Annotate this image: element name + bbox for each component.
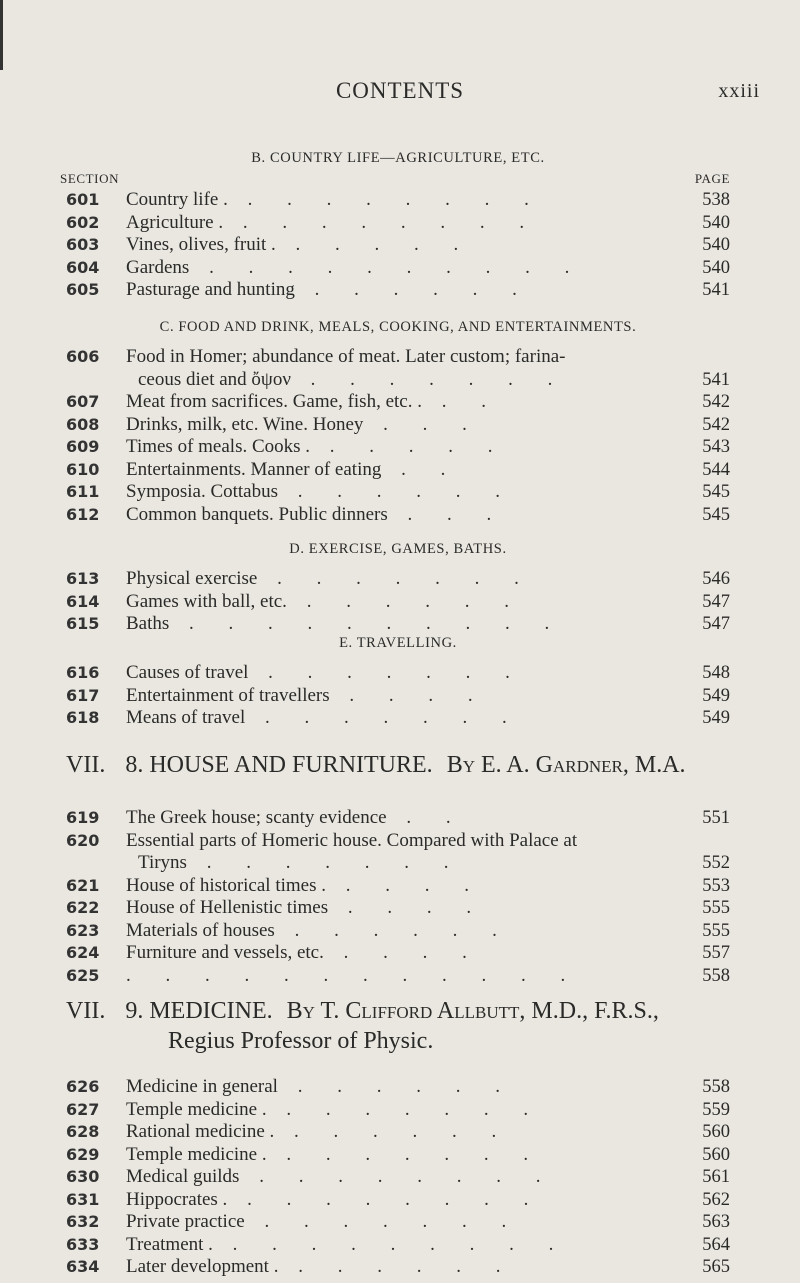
entry-title-text: House of historical times . [126,874,326,896]
dot-leader: . . . [363,413,482,435]
column-labels [60,169,730,189]
entry-title [126,459,684,482]
page-ref: 563 [702,1212,730,1232]
section-number: 632 [66,1212,100,1231]
toc-entry[interactable] [66,234,730,257]
page-ref: 553 [702,875,730,896]
entry-title-text: Games with ball, etc. [126,590,287,612]
toc-entry[interactable] [66,279,730,302]
section-c [66,316,730,526]
entry-title [126,279,684,302]
toc-entry[interactable] [66,1144,730,1167]
toc-entry[interactable] [66,662,730,685]
dot-leader: . . . . . . . [245,707,522,728]
toc-entry[interactable] [66,459,730,482]
section-number: 626 [66,1077,100,1096]
dot-leader: . . . . . . [277,1076,515,1097]
toc-entry[interactable] [66,1256,730,1279]
dot-leader: . . . . [326,874,484,896]
toc-entry[interactable] [66,568,730,591]
entry-title [126,920,684,943]
page-ref: 541 [702,280,730,300]
entry-title-text: Treatment . [126,1233,213,1255]
page-ref: 545 [702,482,730,502]
dot-leader: . . . . . . . . . . . . [126,964,581,986]
section-number: 634 [66,1257,100,1276]
dot-leader: . . . . . . [294,279,532,300]
chapter-title: 8. HOUSE AND FURNITURE. [125,752,433,778]
entry-title [126,1076,684,1099]
dot-leader: . . . . . . [274,1121,512,1142]
entry-title-text: Drinks, milk, etc. Wine. Honey [126,413,364,435]
page-ref: 542 [702,414,730,435]
dot-leader: . . . . . . . [248,662,525,683]
toc-entry[interactable] [66,875,730,898]
page-ref: 564 [702,1234,730,1255]
dot-leader: . . . . . [310,436,508,457]
page-ref: 562 [702,1189,730,1210]
entry-title [126,807,684,830]
page-title: CONTENTS [335,78,465,103]
toc-entry[interactable] [66,1099,730,1122]
chapter-heading [66,996,746,1056]
dot-leader: . . . . . . . . [227,189,544,210]
toc-entry[interactable] [66,1076,730,1099]
page-ref: 560 [702,1122,730,1142]
toc-entry[interactable] [66,1234,730,1257]
section-number: 621 [66,875,100,895]
page-number: xxiii [718,80,760,102]
entry-list [66,346,730,526]
page-ref: 549 [702,685,730,706]
section-e [66,632,730,730]
page-ref: 561 [702,1167,730,1187]
dot-leader: . . . . . . [274,919,512,941]
entry-title [126,234,684,257]
entry-title-text: The Greek house; scanty evidence [126,807,387,828]
dot-leader: . . . . [329,684,488,706]
entry-title-text: Causes of travel [126,662,249,683]
entry-title [126,942,684,965]
entry-title-line: Essential parts of Homeric house. Compared with Palace at [126,829,578,851]
toc-entry[interactable] [66,1166,730,1189]
entry-title-text: Hippocrates . [126,1188,228,1210]
dot-leader: . . [421,391,501,412]
dot-leader: . . . . . . . [290,368,568,390]
section-d [66,538,730,636]
entry-title-text: Tiryns [138,852,187,873]
entry-title [126,436,684,459]
section-number: 608 [66,414,100,434]
section-number: 611 [66,482,100,501]
entry-title [126,414,684,437]
section-number: 631 [66,1189,100,1209]
entry-title [126,1099,684,1122]
dot-leader: . . . . . . . [257,568,534,589]
toc-entry[interactable] [66,1211,730,1234]
section-heading: C. FOOD AND DRINK, MEALS, COOKING, AND ENTERTAINMENTS. [159,319,637,335]
section-number: 601 [66,190,100,209]
toc-entry[interactable] [66,504,730,527]
entry-title [126,685,684,708]
dot-leader: . . . . . . . . [239,1166,556,1187]
entry-title-text: Temple medicine . [126,1143,267,1165]
entry-title-text: Materials of houses [126,919,275,941]
entry-list [66,662,730,730]
entry-title [126,707,684,730]
section-number: 605 [66,280,100,299]
entry-title [126,965,684,988]
entry-title [126,1211,684,1234]
entry-title-text: Medical guilds [126,1166,240,1187]
section-number: 609 [66,437,100,456]
dot-leader: . . [386,807,466,828]
toc-entry[interactable] [66,942,730,965]
toc-entry[interactable] [66,414,730,437]
page-ref: 544 [702,459,730,480]
section-number: 625 [66,965,100,985]
toc-entry[interactable] [66,830,730,875]
dot-leader: . . . . . . . [266,1143,544,1165]
section-heading: D. EXERCISE, GAMES, BATHS. [289,541,507,557]
entry-title-text: Agriculture . [126,211,224,233]
entry-title [126,504,684,527]
entry-title [126,1144,684,1167]
toc-entry[interactable] [66,346,730,391]
toc-entry[interactable] [66,257,730,280]
dot-leader: . . . . . . . . . . [189,256,585,278]
entry-title-text: Rational medicine . [126,1121,275,1142]
page-ref: 547 [702,614,730,634]
entry-list [66,807,730,987]
entry-title [126,212,684,235]
chapter-roman: VII. [66,752,106,778]
section-number: 628 [66,1122,100,1141]
entry-title [126,189,684,212]
chapter-roman: VII. [66,998,106,1024]
page-ref: 559 [702,1099,730,1120]
entry-title-text: Medicine in general [126,1076,278,1097]
entry-title-text: Meat from sacrifices. Game, fish, etc. . [126,391,422,412]
section-number: 603 [66,235,100,254]
section-number: 633 [66,1234,100,1254]
entry-title-text: Times of meals. Cooks . [126,436,311,457]
entry-title [126,662,684,685]
entry-list [66,1076,730,1279]
toc-entry[interactable] [66,1121,730,1144]
toc-entry[interactable] [66,189,730,212]
section-number: 607 [66,392,100,411]
toc-entry[interactable] [66,591,730,614]
toc-entry[interactable] [66,807,730,830]
dot-leader: . . . . . . . [266,1098,544,1120]
toc-entry[interactable] [66,920,730,943]
chapter-heading [66,750,746,780]
entry-title [126,391,684,414]
dot-leader: . . . . . [275,234,474,255]
dot-leader: . . . [387,503,507,525]
entry-title-text: Temple medicine . [126,1098,267,1120]
entry-title [126,1256,684,1279]
entry-title-text: Means of travel [126,707,246,728]
page-ref: 565 [702,1257,730,1277]
page-ref: 548 [702,663,730,683]
page-label: PAGE [694,171,730,186]
section-number: 616 [66,663,100,682]
section-number: 619 [66,808,100,827]
section-number: 615 [66,614,100,633]
dot-leader: . . . . . . [286,590,524,612]
dot-leader: . . . . . . . . . . [169,613,565,634]
entry-title-line: Food in Homer; abundance of meat. Later custom; farina- [126,346,566,367]
section-number: 614 [66,591,100,611]
section-number: 623 [66,920,100,940]
page-ref: 555 [702,920,730,941]
dot-leader: . . [381,458,461,480]
toc-entry[interactable] [66,212,730,235]
entry-title [126,1121,684,1144]
page-ref: 546 [702,569,730,589]
section-number: 627 [66,1099,100,1119]
chapter-author: By E. A. Gardner, M.A. [446,752,686,778]
chapter-9-entries [66,1076,730,1279]
entry-title-line [126,852,684,875]
page-ref: 555 [702,898,730,918]
toc-entry[interactable] [66,436,730,459]
running-head [0,78,800,108]
toc-entry[interactable] [66,1189,730,1212]
entry-title-text: Symposia. Cottabus [126,481,279,502]
entry-title-text: Later development . [126,1256,279,1277]
section-number: 602 [66,212,100,232]
page-ref: 542 [702,392,730,412]
entry-title-text: Vines, olives, fruit . [126,234,276,255]
page-ref: 558 [702,965,730,986]
section-number: 629 [66,1144,100,1164]
page-ref: 543 [702,437,730,457]
entry-title [126,591,684,614]
entry-title-text: Entertainment of travellers [126,684,330,706]
section-number: 622 [66,898,100,917]
dot-leader: . . . . [323,942,482,963]
entry-title-text: Country life . [126,189,228,210]
section-number: 606 [66,347,100,366]
section-number: 618 [66,708,100,727]
entry-title [126,481,684,504]
page-ref: 540 [702,257,730,278]
page-ref: 541 [702,369,730,390]
entry-title-text: House of Hellenistic times [126,897,329,918]
page-edge-mark [0,0,3,70]
entry-title-text: Common banquets. Public dinners [126,503,388,525]
page-ref: 538 [702,190,730,210]
entry-title [126,1166,684,1189]
toc-entry[interactable] [66,707,730,730]
page-ref: 540 [702,235,730,255]
page-ref: 545 [702,504,730,525]
page-ref: 551 [702,808,730,828]
chapter-title: 9. MEDICINE. [125,998,273,1024]
section-number: 624 [66,943,100,962]
page-ref: 557 [702,943,730,963]
chapter-8-entries [66,807,730,987]
page-ref: 547 [702,591,730,612]
dot-leader: . . . . . . . . [227,1188,544,1210]
entry-title [126,257,684,280]
section-number: 610 [66,459,100,479]
page-ref: 558 [702,1077,730,1097]
section-label: SECTION [60,171,120,186]
page-ref: 549 [702,708,730,728]
entry-title [126,1189,684,1212]
section-number: 617 [66,685,100,705]
entry-title-text: Private practice [126,1211,245,1232]
page-ref: 560 [702,1144,730,1165]
toc-entry[interactable] [66,965,730,988]
dot-leader: . . . . . . [278,481,516,502]
entry-title-text: Physical exercise [126,568,258,589]
dot-leader: . . . . . . . . . [212,1233,569,1255]
entry-title-text: Pasturage and hunting [126,279,295,300]
entry-title [126,897,684,920]
section-number: 604 [66,257,100,277]
section-heading: B. COUNTRY LIFE—AGRICULTURE, ETC. [251,150,545,166]
section-number: 620 [66,830,100,850]
dot-leader: . . . . . . . [244,1211,522,1232]
entry-title-line [126,369,684,392]
entry-title-text: Entertainments. Manner of eating [126,458,382,480]
entry-list [66,568,730,636]
toc-entry[interactable] [66,685,730,708]
section-b [60,147,730,302]
entry-title-text: Gardens [126,256,190,278]
entry-title-text: Furniture and vessels, etc. [126,942,324,963]
chapter-author: By T. Clifford Allbutt, M.D., F.R.S., [286,998,659,1024]
entry-list [66,189,730,302]
entry-title [126,1234,684,1257]
section-heading: E. TRAVELLING. [339,635,457,651]
dot-leader: . . . . . . . . [223,211,540,233]
page-ref: 540 [702,212,730,233]
section-number: 630 [66,1167,100,1186]
section-number: 612 [66,504,100,524]
section-number: 613 [66,569,100,588]
entry-title [126,568,684,591]
entry-title-text: Baths [126,613,170,634]
dot-leader: . . . . . . . [186,852,464,873]
entry-title [126,875,684,898]
toc-entry[interactable] [66,391,730,414]
dot-leader: . . . . [328,897,487,918]
toc-entry[interactable] [66,481,730,504]
toc-entry[interactable] [66,897,730,920]
entry-title-text: ceous diet and ὄψον [138,368,291,390]
chapter-author-role: Regius Professor of Physic. [168,1028,434,1054]
page-ref: 552 [702,853,730,873]
dot-leader: . . . . . . [278,1256,516,1277]
